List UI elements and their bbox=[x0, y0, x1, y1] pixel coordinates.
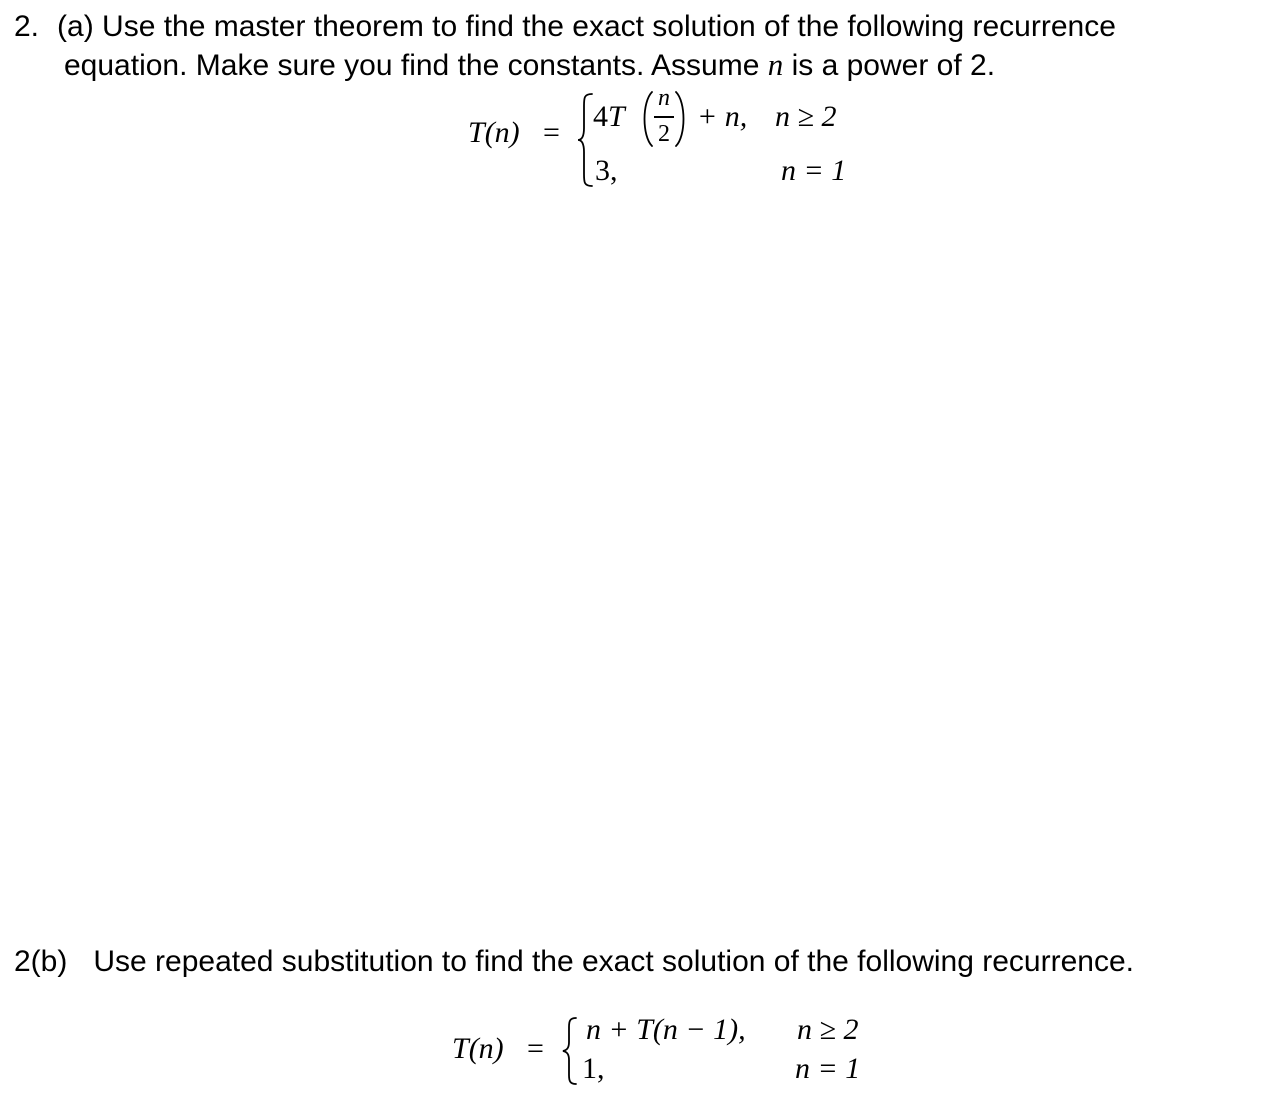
eq-a-case1-coef: 4T bbox=[593, 100, 625, 133]
problem-2b-line1 bbox=[14, 945, 1134, 979]
eq-a-case1-rest: + n, bbox=[697, 100, 748, 133]
eq-b-equals: = bbox=[527, 1032, 544, 1065]
eq-a-lhs: T(n) bbox=[468, 116, 520, 149]
eq-a-frac-bar bbox=[654, 116, 674, 118]
eq-b-lhs: T(n) bbox=[452, 1032, 504, 1065]
problem-2a-text-line1: (a) Use the master theorem to find the exact solution of the following recurrence bbox=[57, 10, 1116, 43]
problem-2b-number: 2(b) bbox=[14, 945, 68, 978]
problem-2a-text-line2-prefix: equation. Make sure you find the constants. Assume bbox=[64, 49, 768, 82]
eq-a-case2-cond: n = 1 bbox=[781, 154, 847, 187]
problem-2a-var-n: n bbox=[767, 47, 784, 82]
eq-b-case1-value: n + T(n − 1), bbox=[586, 1013, 746, 1046]
problem-2a-line2 bbox=[64, 48, 995, 83]
eq-b-case2-value: 1, bbox=[582, 1052, 605, 1085]
eq-b-brace bbox=[560, 1016, 580, 1086]
eq-b-case1-cond: n ≥ 2 bbox=[797, 1013, 859, 1046]
eq-b-case2-cond: n = 1 bbox=[795, 1052, 861, 1085]
eq-a-frac-den: 2 bbox=[658, 121, 670, 147]
eq-a-equals: = bbox=[543, 116, 560, 149]
eq-a-case2-value: 3, bbox=[595, 154, 618, 187]
problem-2a-line1 bbox=[14, 10, 1116, 44]
problem-2a-number: 2. bbox=[14, 10, 40, 43]
eq-a-frac-num: n bbox=[658, 85, 670, 111]
problem-2b-text-line1: Use repeated substitution to find the exact solution of the following recurrence. bbox=[93, 945, 1134, 978]
problem-2a-text-line2-suffix: is a power of 2. bbox=[783, 49, 996, 82]
eq-a-case1-cond: n ≥ 2 bbox=[775, 100, 837, 133]
